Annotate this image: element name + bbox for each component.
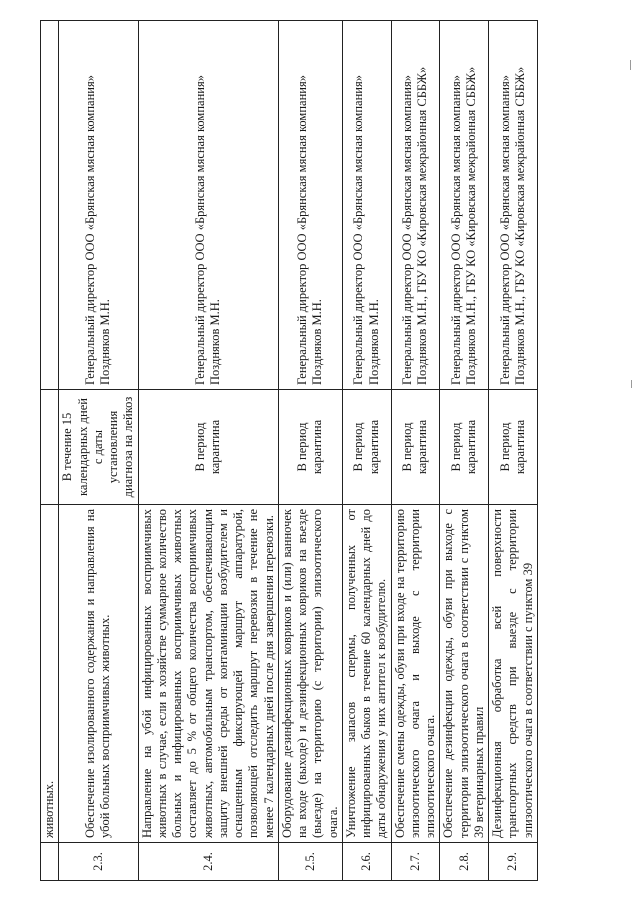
table-row [342, 21, 391, 881]
row-number [41, 843, 59, 881]
table-row [489, 21, 538, 881]
measure-deadline [41, 390, 59, 505]
row-number: 2.8. [440, 843, 489, 881]
measure-deadline: В период карантина [489, 390, 538, 505]
measure-responsible: Генеральный директор ООО «Брянская мясная компания» Поздняков М.Н. [278, 21, 342, 390]
row-number: 2.9. [489, 843, 538, 881]
row-number: 2.7. [391, 843, 440, 881]
measure-deadline: В период карантина [138, 390, 278, 505]
scan-edge-mark [631, 380, 632, 388]
measure-description: Дезинфекционная обработка всей поверхности транспортных средств при выезде с территории эпизоотического очага в соответствии с пунктом 39 [489, 505, 538, 843]
measure-description: животных. [41, 505, 59, 843]
measure-deadline: В период карантина [391, 390, 440, 505]
table-row [59, 21, 138, 881]
measure-responsible: Генеральный директор ООО «Брянская мясная компания» Поздняков М.Н. [59, 21, 138, 390]
measure-description: Обеспечение изолированного содержания и направления на убой больных восприимчивых животных. [59, 505, 138, 843]
measure-description: Оборудование дезинфекционных ковриков и (или) ванночек на входе (выходе) и дезинфекционных ковриков на въезде (выезде) на территорию (с территории) эпизоотического очага. [278, 505, 342, 843]
measure-responsible: Генеральный директор ООО «Брянская мясная компания» Поздняков М.Н., ГБУ КО «Кировская межрайонная СББЖ» [391, 21, 440, 390]
row-number: 2.6. [342, 843, 391, 881]
row-number: 2.5. [278, 843, 342, 881]
document-page [0, 5, 639, 905]
row-number: 2.3. [59, 843, 138, 881]
measures-table [40, 20, 538, 881]
measure-responsible: Генеральный директор ООО «Брянская мясная компания» Поздняков М.Н., ГБУ КО «Кировская межрайонная СББЖ» [489, 21, 538, 390]
scan-edge-mark [630, 60, 631, 70]
measure-description: Обеспечение дезинфекции одежды, обуви при выходе с территории эпизоотического очага в соответствии с пунктом 39 ветеринарных правил [440, 505, 489, 843]
measure-responsible: Генеральный директор ООО «Брянская мясная компания» Поздняков М.Н. [342, 21, 391, 390]
table-row [391, 21, 440, 881]
row-number: 2.4. [138, 843, 278, 881]
table-row [41, 21, 59, 881]
measure-deadline: В период карантина [278, 390, 342, 505]
measure-deadline: В течение 15 календарных дней с даты установления диагноза на лейкоз [59, 390, 138, 505]
table-row [440, 21, 489, 881]
measure-description: Уничтожение запасов спермы, полученных от инфицированных быков в течение 60 календарных дней до даты обнаружения у них антител к возбудителю. [342, 505, 391, 843]
measure-responsible [41, 21, 59, 390]
measure-description: Обеспечение смены одежды, обуви при входе на территорию эпизоотического очага и выходе с территории эпизоотического очага. [391, 505, 440, 843]
table-row [138, 21, 278, 881]
table-row [278, 21, 342, 881]
measure-responsible: Генеральный директор ООО «Брянская мясная компания» Поздняков М.Н. [138, 21, 278, 390]
measure-deadline: В период карантина [342, 390, 391, 505]
measure-deadline: В период карантина [440, 390, 489, 505]
measure-responsible: Генеральный директор ООО «Брянская мясная компания» Поздняков М.Н., ГБУ КО «Кировская межрайонная СББЖ» [440, 21, 489, 390]
measure-description: Направление на убой инфицированных восприимчивых животных в случае, если в хозяйстве суммарное количество больных и инфицированных восприимчивых животных составляет до 5 % от общего количества восприимчивых животных, автомобильным транспортом, обеспечивающим защиту внешней среды от контаминации возбудителем и оснащенным фиксирующей маршрут аппаратурой, позволяющей отследить маршрут перевозки в течение не менее 7 календарных дней после дня завершения перевозки. [138, 505, 278, 843]
